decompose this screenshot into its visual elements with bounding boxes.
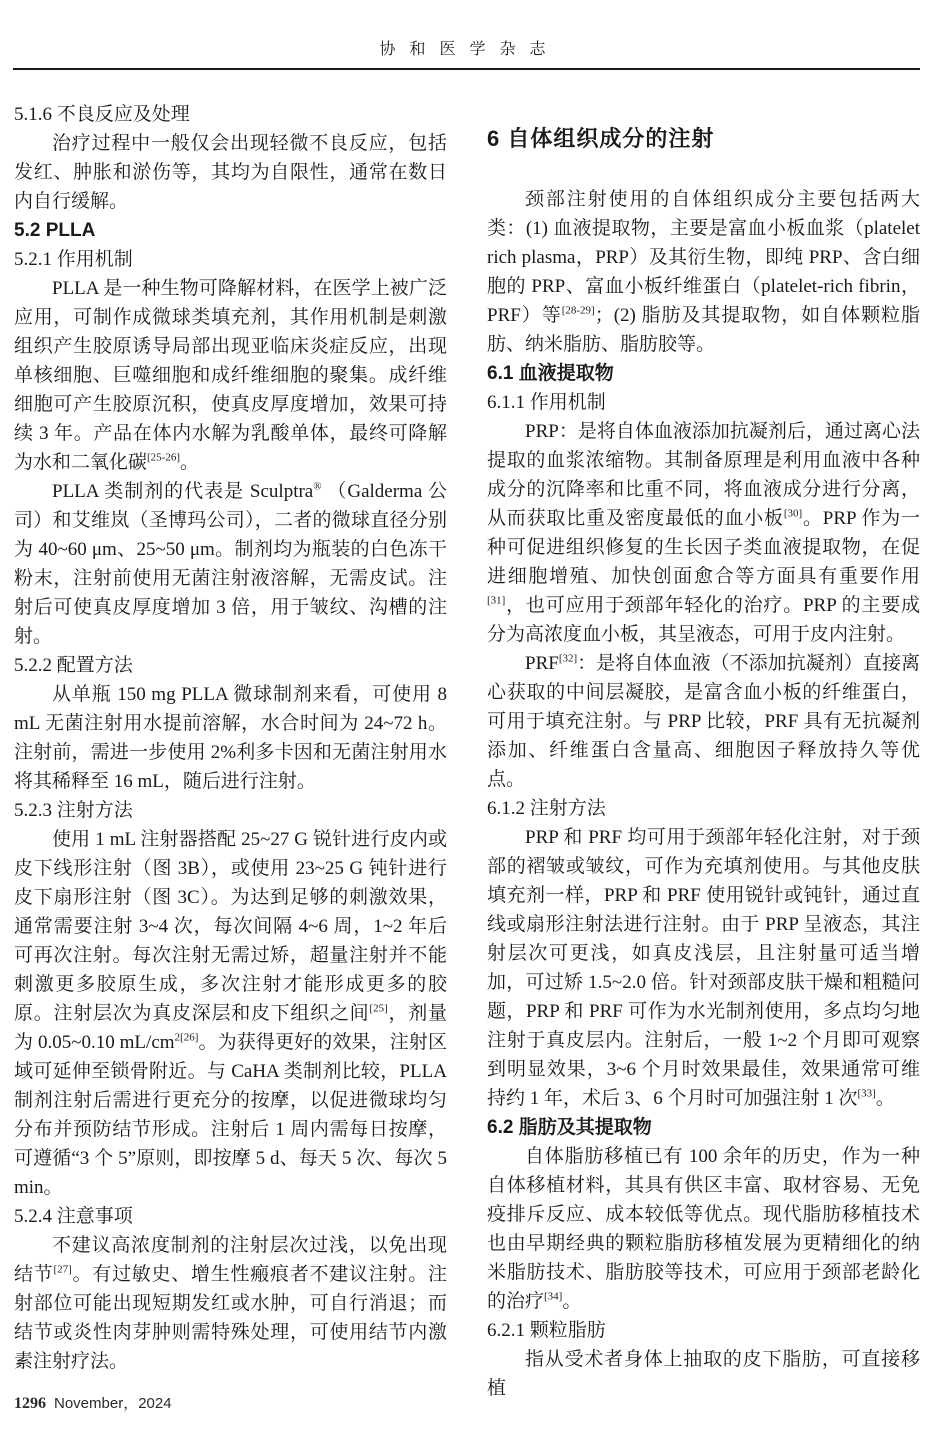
section-heading-6: 6 自体组织成分的注射 <box>487 126 715 151</box>
right-column <box>487 100 920 1403</box>
two-column-body <box>0 70 925 1403</box>
body-paragraph: 从单瓶 150 mg PLLA 微球制剂来看，可使用 8 mL 无菌注射用水提前溶解，水合时间为 24~72 h。注射前，需进一步使用 2%利多卡因和无菌注射用水将其稀释至 16 mL，随后进行注射。 <box>14 684 447 792</box>
body-paragraph: PRP 和 PRF 均可用于颈部年轻化注射，对于颈部的褶皱或皱纹，可作为充填剂使用。与其他皮肤填充剂一样，PRP 和 PRF 使用锐针或钝针，通过直线或扇形注射法进行注射。由于 PRP 呈液态，其注射层次可更浅，如真皮浅层，且注射量可适当增加，可过矫 1.5~2.0 倍。针对颈部皮肤干燥和粗糙问题，PRP 和 PRF 可作为水光制剂使用，多点均匀地注射于真皮层内。注射后，一般 1~2 个月即可观察到明显效果，3~6 个月时效果最佳，效果通常可维持约 1 年，术后 3、6 个月时可加强注射 1 次[33]。 <box>487 827 920 1109</box>
subsubsection-heading-5-2-2: 5.2.2 配置方法 <box>14 655 133 676</box>
body-paragraph: 指从受术者身体上抽取的皮下脂肪，可直接移植 <box>487 1349 920 1399</box>
subsubsection-heading-5-2-4: 5.2.4 注意事项 <box>14 1206 133 1227</box>
subsubsection-heading-5-1-6: 5.1.6 不良反应及处理 <box>14 104 190 125</box>
body-paragraph: 治疗过程中一般仅会出现轻微不良反应，包括发红、肿胀和淤伤等，其均为自限性，通常在数日内自行缓解。 <box>14 133 447 212</box>
body-paragraph: 使用 1 mL 注射器搭配 25~27 G 锐针进行皮内或皮下线形注射（图 3B），或使用 23~25 G 钝针进行皮下扇形注射（图 3C）。为达到足够的刺激效果，通常需要注射 3~4 次，每次间隔 4~6 周，1~2 年后可再次注射。每次注射无需过矫，超量注射并不能刺激更多胶原生成，多次注射才能形成更多的胶原。注射层次为真皮深层和皮下组织之间[25]，剂量为 0.05~0.10 $mL/cm^{2[26]}$。为获得更好的效果，注射区域可延伸至锁骨附近。与 CaHA 类制剂比较，PLLA 制剂注射后需进行更充分的按摩，以促进微球均匀分布并预防结节形成。注射后 1 周内需每日按摩，可遵循“3 个 5”原则，即按摩 5 d、每天 5 次、每次 5 min。 <box>14 829 447 1198</box>
body-paragraph: 不建议高浓度制剂的注射层次过浅，以免出现结节[27]。有过敏史、增生性瘢痕者不建议注射。注射部位可能出现短期发红或水肿，可自行消退；而结节或炎性肉芽肿则需特殊处理，可使用结节内激素注射疗法。 <box>14 1235 447 1372</box>
subsubsection-heading-6-1-2: 6.1.2 注射方法 <box>487 798 606 819</box>
subsubsection-heading-5-2-1: 5.2.1 作用机制 <box>14 249 133 270</box>
body-paragraph: 自体脂肪移植已有 100 余年的历史，作为一种自体移植材料，其具有供区丰富、取材容易、无免疫排斥反应、成本较低等优点。现代脂肪移植技术也由早期经典的颗粒脂肪移植发展为更精细化的纳米脂肪技术、脂肪胶等技术，可应用于颈部老龄化的治疗[34]。 <box>487 1146 920 1312</box>
subsubsection-heading-6-2-1: 6.2.1 颗粒脂肪 <box>487 1320 606 1341</box>
body-paragraph: PRF[32]：是将自体血液（不添加抗凝剂）直接离心获取的中间层凝胶，是富含血小板的纤维蛋白，可用于填充注射。与 PRP 比较，PRF 具有无抗凝剂添加、纤维蛋白含量高、细胞因子释放持久等优点。 <box>487 652 920 790</box>
body-paragraph: PRP：是将自体血液添加抗凝剂后，通过离心法提取的血浆浓缩物。其制备原理是利用血液中各种成分的沉降率和比重不同，将血液成分进行分离，从而获取比重及密度最低的血小板[30]。PRP 作为一种可促进组织修复的生长因子类血液提取物，在促进细胞增殖、加快创面愈合等方面具有重要作用[31]，也可应用于颈部年轻化的治疗。PRP 的主要成分为高浓度血小板，其呈液态，可用于皮内注射。 <box>487 421 920 645</box>
page-number: 1296 <box>14 1395 46 1412</box>
body-paragraph: 颈部注射使用的自体组织成分主要包括两大类：(1) 血液提取物，主要是富血小板血浆（platelet rich plasma，PRP）及其衍生物，即纯 PRP、含白细胞的 PRP、富血小板纤维蛋白（platelet-rich fibrin，PRF）等[28-29]；(2) 脂肪及其提取物，如自体颗粒脂肪、纳米脂肪、脂肪胶等。 <box>487 189 921 355</box>
subsubsection-heading-5-2-3: 5.2.3 注射方法 <box>14 800 133 821</box>
journal-title: 协和医学杂志 <box>379 41 560 58</box>
issue-date: November，2024 <box>54 1395 172 1412</box>
page-footer <box>14 1392 172 1413</box>
subsection-heading-6-2: 6.2 脂肪及其提取物 <box>487 1117 652 1138</box>
left-column <box>14 100 447 1403</box>
subsubsection-heading-6-1-1: 6.1.1 作用机制 <box>487 392 606 413</box>
body-paragraph: PLLA 类制剂的代表是 Sculptra® （Galderma 公司）和艾维岚（圣博玛公司），二者的微球直径分别为 40~60 μm、25~50 μm。制剂均为瓶装的白色冻干粉末，注射前使用无菌注射液溶解，无需皮试。注射后可使真皮厚度增加 3 倍，用于皱纹、沟槽的注射。 <box>14 480 448 647</box>
body-paragraph: PLLA 是一种生物可降解材料，在医学上被广泛应用，可制作成微球类填充剂，其作用机制是刺激组织产生胶原诱导局部出现亚临床炎症反应，出现单核细胞、巨噬细胞和成纤维细胞的聚集。成纤维细胞可产生胶原沉积，使真皮厚度增加，效果可持续 3 年。产品在体内水解为乳酸单体，最终可降解为水和二氧化碳[25-26]。 <box>14 278 447 473</box>
subsection-heading-5-2: 5.2 PLLA <box>14 220 96 241</box>
subsection-heading-6-1: 6.1 血液提取物 <box>487 363 614 384</box>
